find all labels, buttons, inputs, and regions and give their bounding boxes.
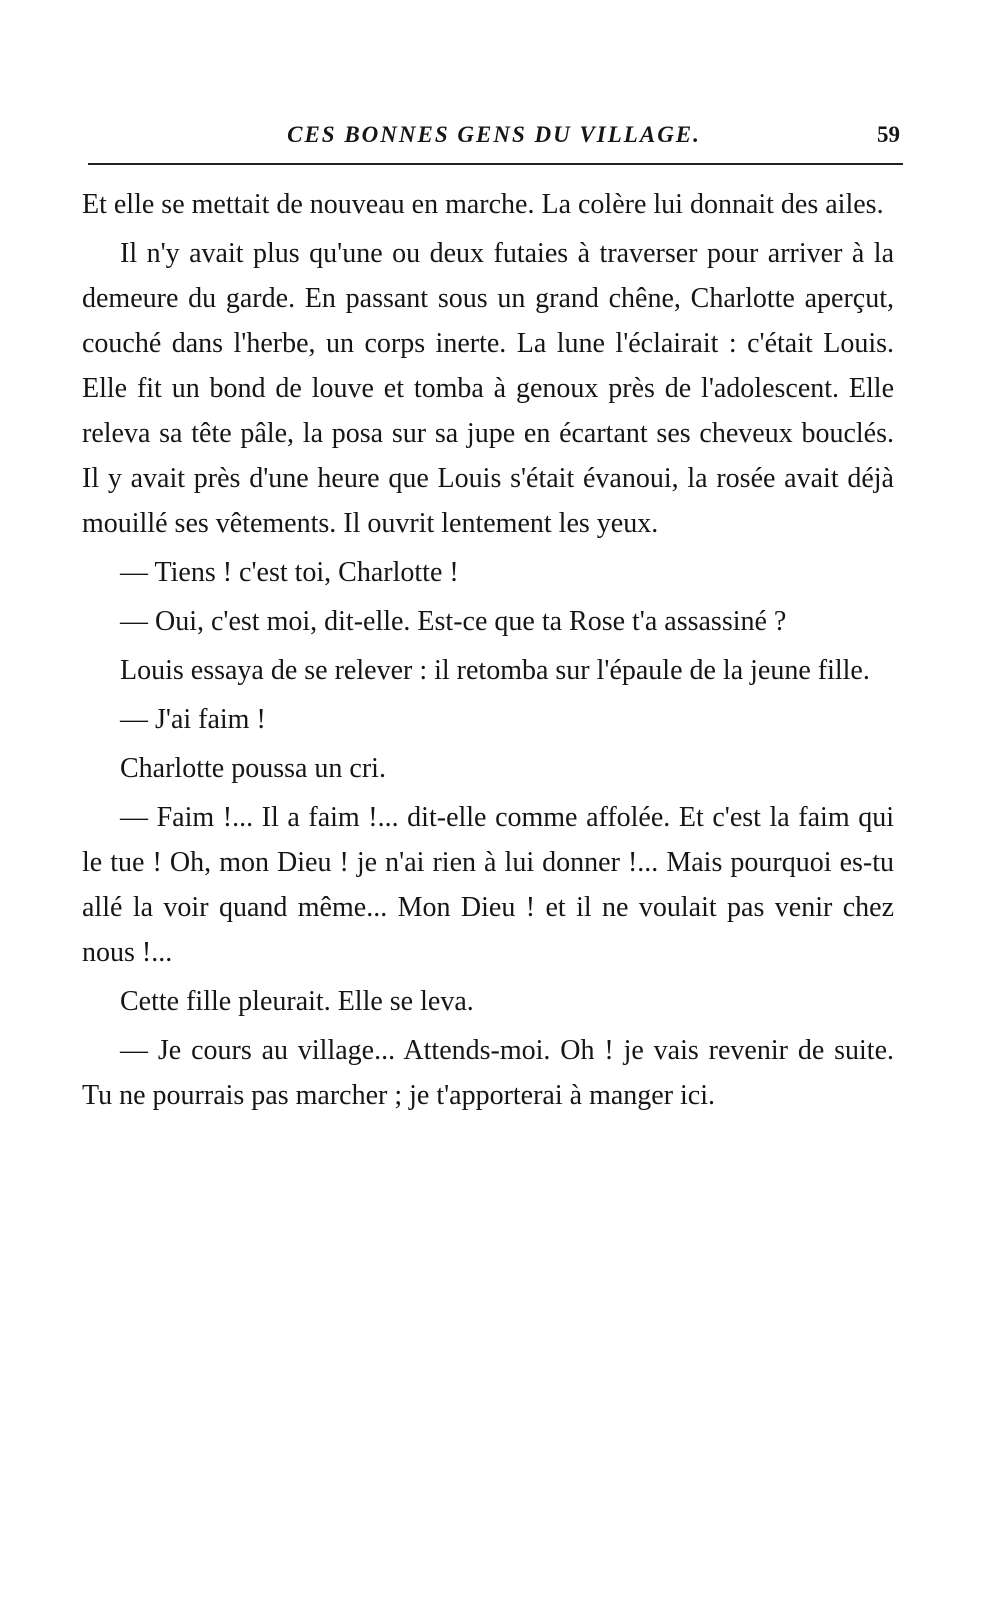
paragraph: Cette fille pleurait. Elle se leva. [120,986,474,1017]
paragraph: Louis essaya de se relever : il retomba sur l'épaule de la jeune fille. [120,655,870,686]
dialogue-line: — J'ai faim ! [120,704,266,735]
body-text [82,182,894,1118]
dialogue-line: — Faim !... Il a faim !... dit-elle comme affolée. Et c'est la faim qui le tue ! Oh, mon Dieu ! je n'ai rien à lui donner !... Mais pourquoi es-tu allé la voir quand même... Mon Dieu ! et il ne voulait pas venir chez nous !... [82,802,894,968]
running-title: CES BONNES GENS DU VILLAGE. [287,122,701,147]
dialogue-line: — Oui, c'est moi, dit-elle. Est-ce que ta Rose t'a assassiné ? [120,606,787,637]
running-head [88,116,900,156]
dialogue-line: — Tiens ! c'est toi, Charlotte ! [120,557,459,588]
page-number: 59 [877,122,900,147]
header-rule [88,163,903,165]
paragraph: Et elle se mettait de nouveau en marche. La colère lui donnait des ailes. [82,189,884,220]
paragraph: Charlotte poussa un cri. [120,753,386,784]
dialogue-line: — Je cours au village... Attends-moi. Oh ! je vais revenir de suite. Tu ne pourrais pas marcher ; je t'apporterai à manger ici. [82,1035,894,1111]
paragraph: Il n'y avait plus qu'une ou deux futaies à traverser pour arriver à la demeure du garde. En passant sous un grand chêne, Charlotte aperçut, couché dans l'herbe, un corps inerte. La lune l'éclairait : c'était Louis. Elle fit un bond de louve et tomba à genoux près de l'adolescent. Elle releva sa tête pâle, la posa sur sa jupe en écartant ses cheveux bouclés. Il y avait près d'une heure que Louis s'était évanoui, la rosée avait déjà mouillé ses vêtements. Il ouvrit lentement les yeux. [82,238,894,539]
